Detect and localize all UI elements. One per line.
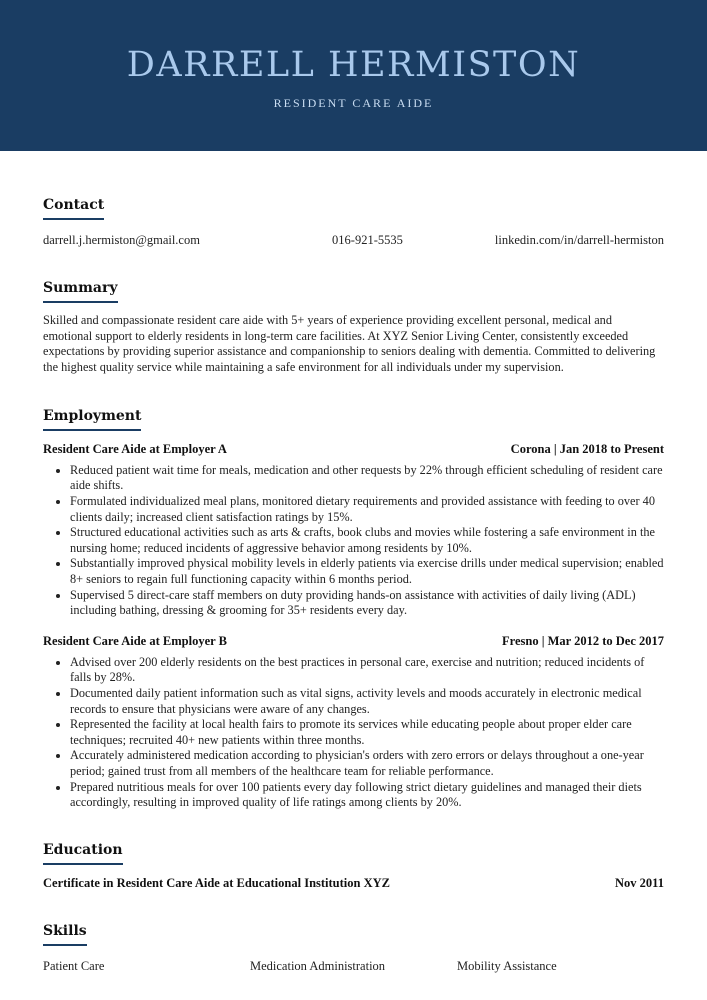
list-item: • Documented daily patient information such as vital signs, activity levels and moods accurately in electronic medical records to ensure that physicians were aware of any changes. <box>70 686 664 717</box>
list-item: • Structured educational activities such as arts & crafts, book clubs and movies while fostering a safe environment in the nursing home; reduced incidents of aggressive behavior among residents by 10%. <box>70 525 664 556</box>
contact-section <box>43 194 664 248</box>
employment-section <box>43 405 664 811</box>
skills-section <box>43 920 664 974</box>
list-item: • Prepared nutritious meals for over 100 patients every day following strict dietary guidelines and managed their diets accordingly, resulting in improved quality of life ratings among clients by 20%. <box>70 780 664 811</box>
job-meta: Fresno | Mar 2012 to Dec 2017 <box>502 633 664 648</box>
skills-heading: Skills <box>43 923 87 946</box>
list-item: • Formulated individualized meal plans, monitored dietary requirements and provided assistance with feeding to over 40 clients daily; increased client satisfaction ratings by 15%. <box>70 494 664 525</box>
job-title: Resident Care Aide at Employer A <box>43 441 227 456</box>
list-item: • Supervised 5 direct-care staff members on duty providing hands-on assistance with activities of daily living (ADL) including bathing, dressing & grooming for 35+ residents every day. <box>70 588 664 619</box>
contact-linkedin[interactable]: linkedin.com/in/darrell-hermiston <box>494 233 664 247</box>
list-item: • Accurately administered medication according to physician's orders with zero errors or delays throughout a one-year period; gained trust from all members of the healthcare team for reliable performance. <box>70 748 664 779</box>
job-entry <box>43 442 664 619</box>
job-title: Resident Care Aide at Employer B <box>43 633 227 648</box>
employment-heading: Employment <box>43 408 141 431</box>
education-entry <box>43 876 664 891</box>
list-item: • Reduced patient wait time for meals, medication and other requests by 22% through efficient scheduling of resident care aide shifts. <box>70 463 664 494</box>
job-header <box>43 442 664 457</box>
contact-email[interactable]: darrell.j.hermiston@gmail.com <box>43 233 200 247</box>
job-entry <box>43 634 664 811</box>
job-header <box>43 634 664 649</box>
education-heading: Education <box>43 842 123 865</box>
job-bullets <box>43 463 664 619</box>
list-item: • Represented the facility at local health fairs to promote its services while educating people about proper elder care techniques; recruited 40+ new patients within three months. <box>70 717 664 748</box>
job-meta: Corona | Jan 2018 to Present <box>510 441 664 456</box>
skills-row <box>43 959 664 974</box>
skill-item: Medication Administration <box>250 958 386 973</box>
list-item: • Advised over 200 elderly residents on the best practices in personal care, exercise and nutrition; reduced incidents of falls by 28%. <box>70 655 664 686</box>
contact-phone[interactable]: 016-921-5535 <box>332 233 403 247</box>
list-item: • Substantially improved physical mobility levels in elderly patients via exercise drills under medical supervision; enabled 8+ seniors to regain full functioning capacity within 6 months period. <box>70 556 664 587</box>
skill-item: Patient Care <box>43 958 105 973</box>
summary-text: Skilled and compassionate resident care aide with 5+ years of experience providing excellent personal, medical and emotional support to elderly residents in long-term care facilities. At XYZ Senior Living Center, consistently exceeded expectations by providing superior assistance and companionship to seniors dealing with dementia. Committed to delivering the highest quality service while maintaining a safe environment for all individuals under my supervision. <box>43 313 656 375</box>
education-degree: Certificate in Resident Care Aide at Educational Institution XYZ <box>43 875 390 890</box>
candidate-name: DARRELL HERMISTON <box>126 45 581 85</box>
summary-section <box>43 277 664 376</box>
resume-body <box>0 194 707 974</box>
summary-heading: Summary <box>43 280 118 303</box>
candidate-title: RESIDENT CARE AIDE <box>273 96 434 110</box>
contact-heading: Contact <box>43 197 104 220</box>
skill-item: Mobility Assistance <box>457 958 557 973</box>
resume-header <box>0 0 707 151</box>
contact-row <box>43 233 664 248</box>
education-section <box>43 839 664 891</box>
job-bullets <box>43 655 664 811</box>
education-date: Nov 2011 <box>615 875 664 890</box>
